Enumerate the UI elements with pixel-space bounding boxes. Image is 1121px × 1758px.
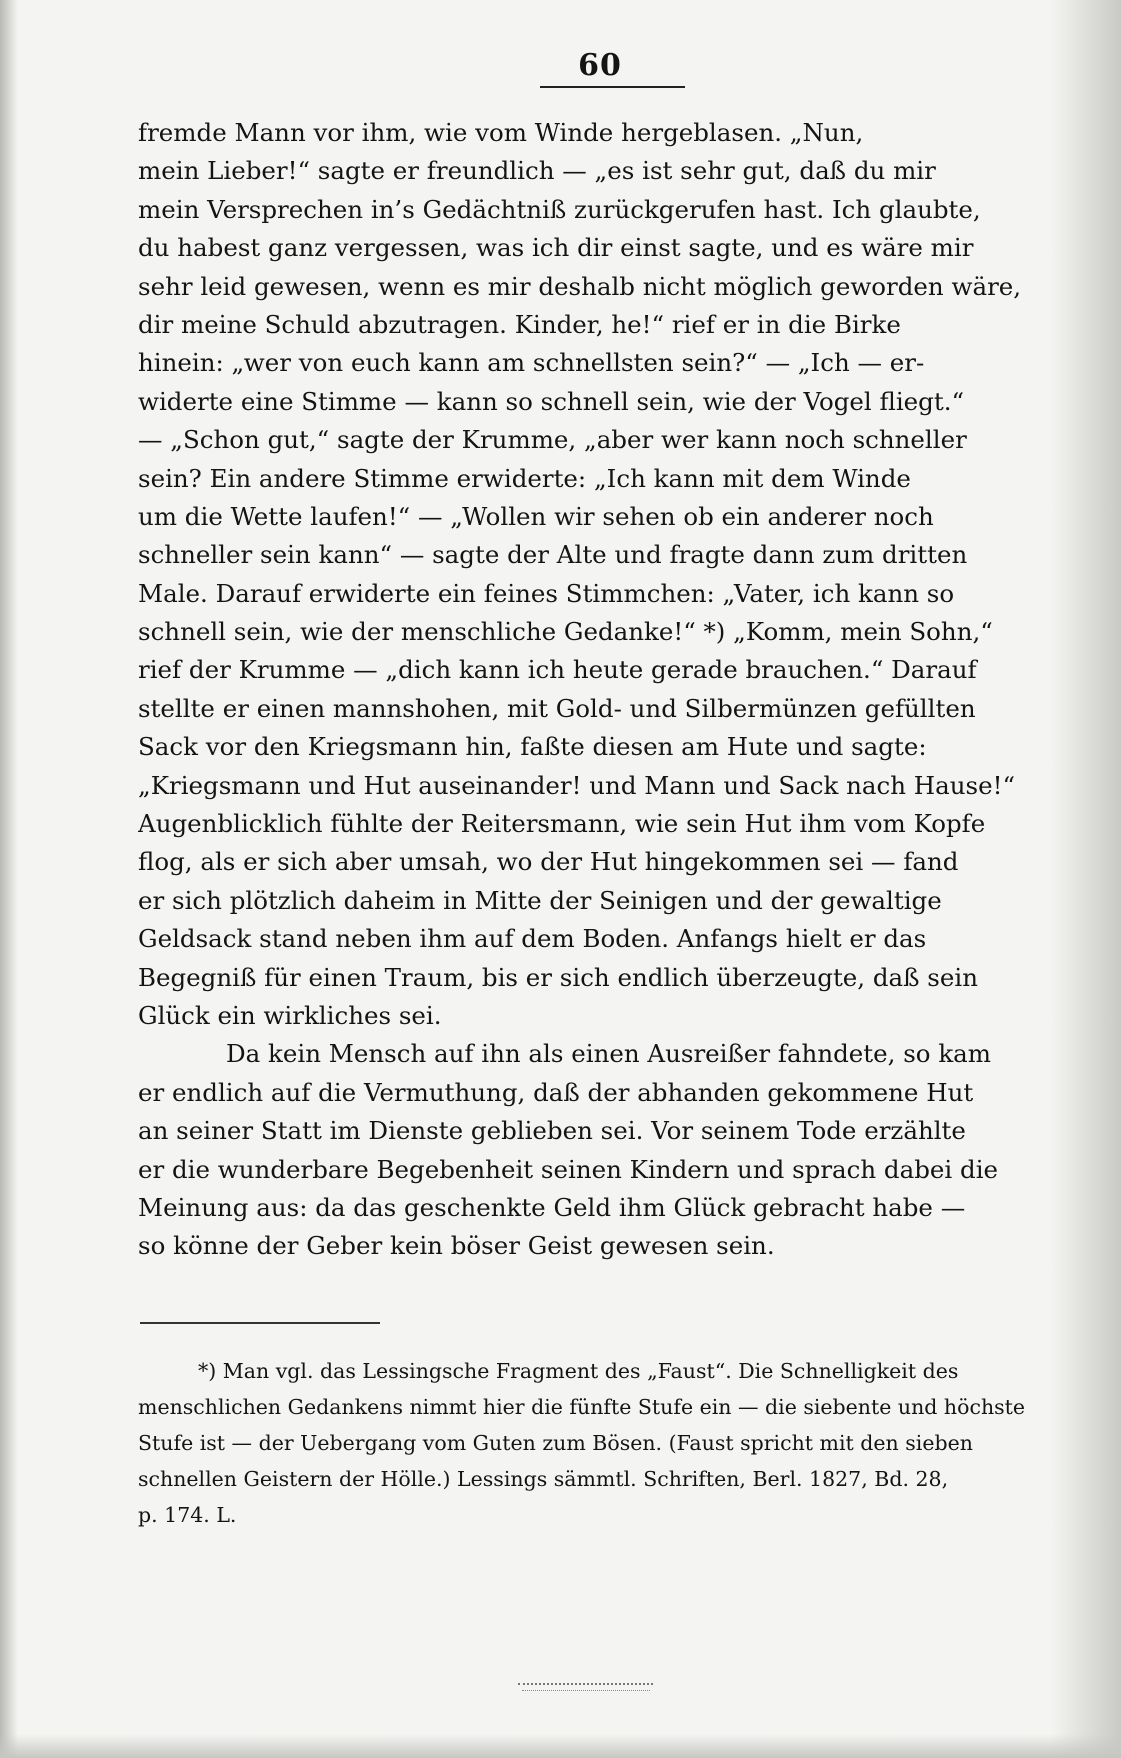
footnote-line: *) Man vgl. das Lessingsche Fragment des „Faust“. Die Schnelligkeit des bbox=[198, 1359, 959, 1383]
text-line: Begegniß für einen Traum, bis er sich endlich überzeugte, daß sein bbox=[138, 962, 978, 992]
footnote-line: Stufe ist — der Uebergang vom Guten zum Bösen. (Faust spricht mit den sieben bbox=[138, 1431, 973, 1455]
text-line: Da kein Mensch auf ihn als einen Ausreißer fahndete, so kam bbox=[226, 1039, 992, 1069]
text-line: „Kriegsmann und Hut auseinander! und Mann und Sack nach Hause!“ bbox=[138, 770, 1015, 800]
page-bottom-ornament bbox=[522, 1690, 650, 1691]
scan-edge-left bbox=[0, 0, 18, 1758]
text-line: so könne der Geber kein böser Geist gewesen sein. bbox=[138, 1231, 775, 1261]
text-line: Glück ein wirkliches sei. bbox=[138, 1000, 442, 1030]
text-line: Augenblicklich fühlte der Reitersmann, wie sein Hut ihm vom Kopfe bbox=[138, 809, 986, 839]
text-line: an seiner Statt im Dienste geblieben sei. Vor seinem Tode erzählte bbox=[138, 1116, 966, 1146]
text-line: sehr leid gewesen, wenn es mir deshalb nicht möglich geworden wäre, bbox=[138, 271, 1022, 301]
text-line: Meinung aus: da das geschenkte Geld ihm Glück gebracht habe — bbox=[138, 1192, 966, 1222]
text-line: du habest ganz vergessen, was ich dir einst sagte, und es wäre mir bbox=[138, 233, 974, 263]
text-line: — „Schon gut,“ sagte der Krumme, „aber wer kann noch schneller bbox=[138, 425, 967, 455]
text-line: fremde Mann vor ihm, wie vom Winde hergeblasen. „Nun, bbox=[138, 118, 864, 147]
footnote-rule bbox=[140, 1322, 380, 1324]
scan-edge-bottom bbox=[0, 1734, 1121, 1758]
page-number-rule bbox=[540, 86, 685, 88]
text-line: sein? Ein andere Stimme erwiderte: „Ich kann mit dem Winde bbox=[138, 463, 911, 493]
text-line: stellte er einen mannshohen, mit Gold- und Silbermünzen gefüllten bbox=[138, 693, 976, 723]
text-line: widerte eine Stimme — kann so schnell sein, wie der Vogel fliegt.“ bbox=[138, 386, 965, 416]
text-line: mein Versprechen in’s Gedächtniß zurückgerufen hast. Ich glaubte, bbox=[138, 194, 981, 224]
text-line: schneller sein kann“ — sagte der Alte und fragte dann zum dritten bbox=[138, 540, 968, 570]
text-line: dir meine Schuld abzutragen. Kinder, he!“ rief er in die Birke bbox=[138, 309, 901, 339]
body-text bbox=[138, 114, 1073, 1266]
footnote-line: schnellen Geistern der Hölle.) Lessings sämmtl. Schriften, Berl. 1827, Bd. 28, bbox=[138, 1467, 949, 1491]
text-line: flog, als er sich aber umsah, wo der Hut hingekommen sei — fand bbox=[138, 847, 959, 877]
footnote bbox=[138, 1353, 1073, 1533]
text-line: er sich plötzlich daheim in Mitte der Seinigen und der gewaltige bbox=[138, 885, 942, 915]
text-line: schnell sein, wie der menschliche Gedanke!“ *) „Komm, mein Sohn,“ bbox=[138, 617, 993, 647]
text-line: mein Lieber!“ sagte er freundlich — „es ist sehr gut, daß du mir bbox=[138, 156, 936, 186]
text-line: er endlich auf die Vermuthung, daß der abhanden gekommene Hut bbox=[138, 1077, 974, 1107]
text-line: er die wunderbare Begebenheit seinen Kindern und sprach dabei die bbox=[138, 1154, 999, 1184]
text-line: um die Wette laufen!“ — „Wollen wir sehen ob ein anderer noch bbox=[138, 501, 934, 531]
footnote-line: menschlichen Gedankens nimmt hier die fünfte Stufe ein — die siebente und höchste bbox=[138, 1395, 1026, 1419]
text-line: Male. Darauf erwiderte ein feines Stimmchen: „Vater, ich kann so bbox=[138, 578, 955, 608]
footnote-line: p. 174. L. bbox=[138, 1503, 237, 1527]
text-line: Geldsack stand neben ihm auf dem Boden. Anfangs hielt er das bbox=[138, 924, 927, 954]
text-line: Sack vor den Kriegsmann hin, faßte diesen am Hute und sagte: bbox=[138, 732, 927, 762]
text-line: hinein: „wer von euch kann am schnellsten sein?“ — „Ich — er- bbox=[138, 348, 925, 378]
page-bottom-ornament bbox=[518, 1683, 653, 1685]
page-number: 60 bbox=[578, 48, 622, 83]
text-line: rief der Krumme — „dich kann ich heute gerade brauchen.“ Darauf bbox=[138, 655, 977, 685]
